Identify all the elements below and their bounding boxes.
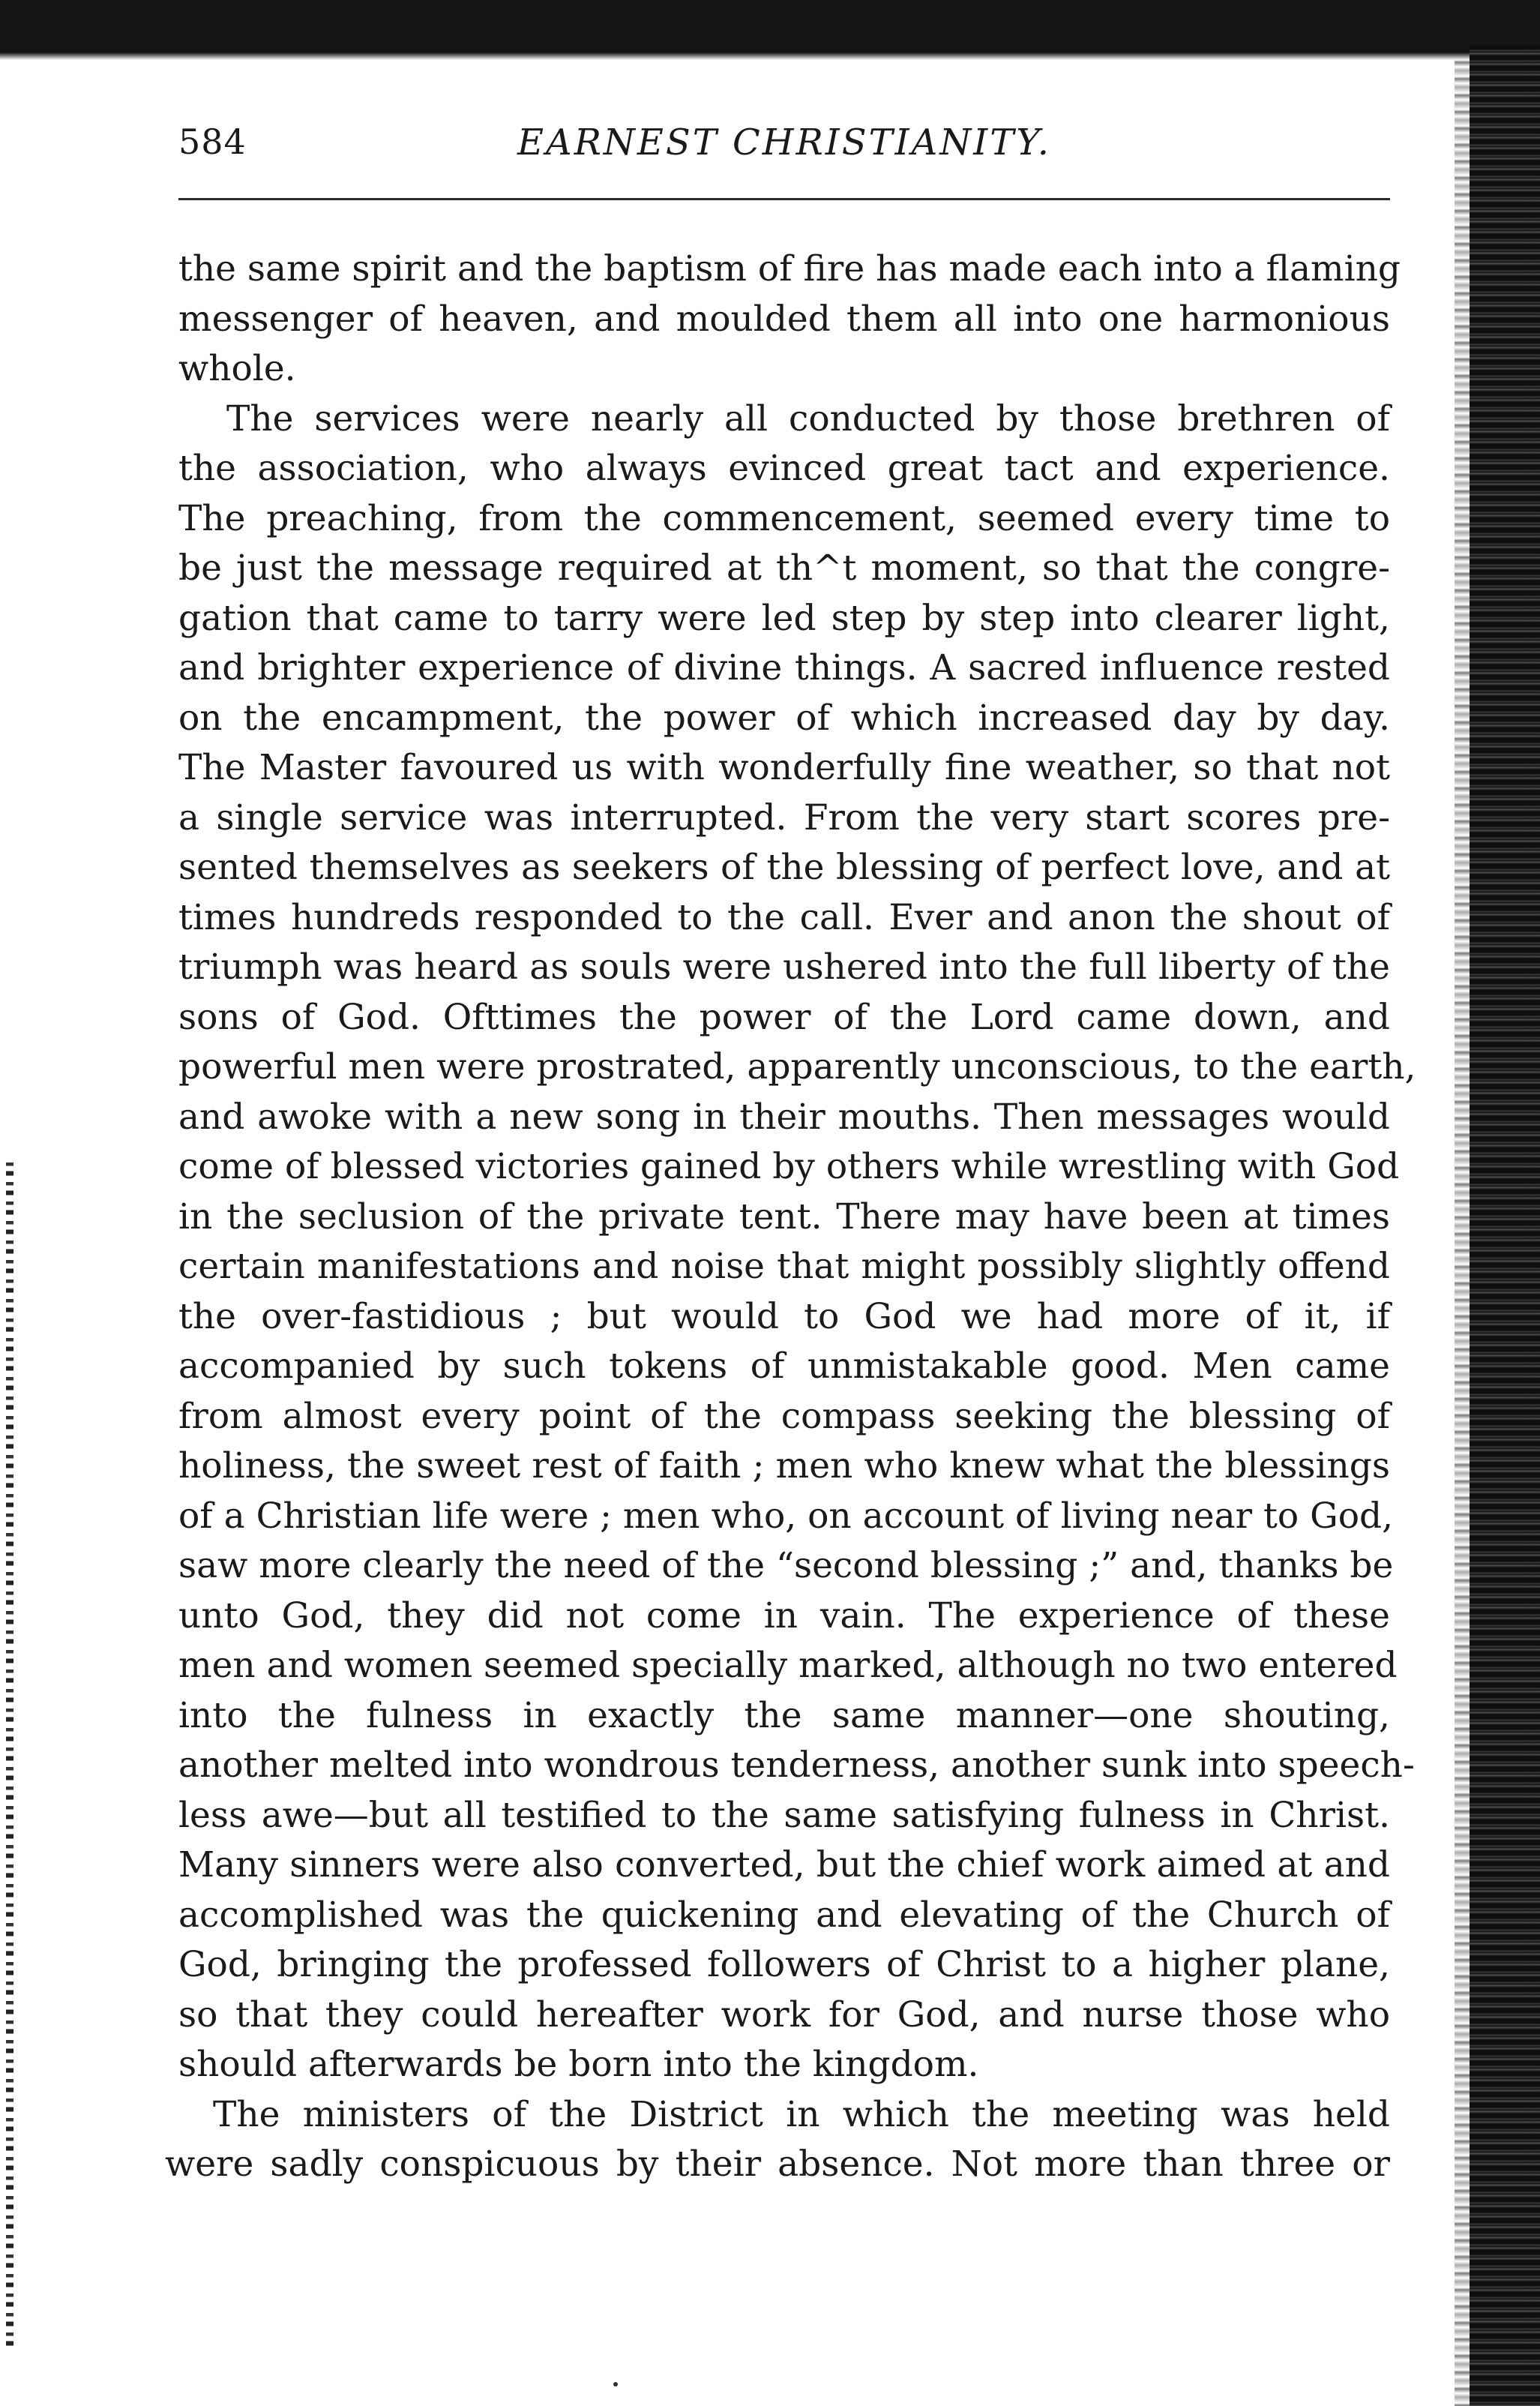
text-line: another melted into wondrous tenderness, another sunk into speech- [178,1744,1415,1786]
text-line: sented themselves as seekers of the blessing of perfect love, and at [178,847,1390,888]
text-line: less awe—but all testified to the same satisfying fulness in Christ. [178,1794,1390,1836]
header-rule [178,198,1390,200]
text-line: certain manifestations and noise that might possibly slightly offend [178,1246,1390,1287]
text-line: and brighter experience of divine things. A sacred influence rested [178,647,1390,688]
text-line: the over-fastidious ; but would to God we had more of it, if [178,1295,1390,1337]
text-line: be just the message required at th^t moment, so that the congre- [178,548,1390,589]
running-title: EARNEST CHRISTIANITY. [517,122,1051,164]
body-text [165,244,1416,2190]
scan-binding-spine [1470,45,1540,2406]
text-line: men and women seemed specially marked, although no two entered [178,1645,1398,1686]
text-line: gation that came to tarry were led step by step into clearer light, [178,597,1390,639]
text-line: triumph was heard as souls were ushered into the full liberty of the [178,946,1390,988]
text-line: from almost every point of the compass seeking the blessing of [178,1395,1390,1437]
text-line: messenger of heaven, and moulded them all into one harmonious [178,298,1390,340]
text-line: should afterwards be born into the kingdom. [178,2044,979,2085]
text-line: Many sinners were also converted, but the chief work aimed at and [178,1844,1390,1886]
text-line: holiness, the sweet rest of faith ; men who knew what the blessings [178,1445,1390,1486]
text-line: God, bringing the professed followers of Christ to a higher plane, [178,1944,1390,1985]
text-line: unto God, they did not come in vain. The experience of these [178,1594,1390,1636]
scan-top-shadow-fade [0,52,1540,60]
text-line: accomplished was the quickening and elevating of the Church of [178,1894,1390,1936]
page-header [178,122,1390,182]
text-line: powerful men were prostrated, apparently unconscious, to the earth, [178,1046,1416,1088]
text-line: in the seclusion of the private tent. There may have been at times [178,1196,1390,1238]
paragraph-start-line: The ministers of the District in which the meeting was held [213,2093,1390,2135]
text-line: come of blessed victories gained by others while wrestling with God [178,1146,1400,1187]
scan-binding-edge [1455,60,1471,2406]
text-line: whole. [178,348,296,389]
text-line: the association, who always evinced great tact and experience. [178,448,1390,489]
paragraph-start-line: The services were nearly all conducted by those brethren of [226,398,1390,440]
scan-speck [613,2382,618,2386]
scan-left-margin-artifact [6,1162,13,2348]
text-line: on the encampment, the power of which increased day by day. [178,697,1390,739]
text-line: were sadly conspicuous by their absence. Not more than three or [165,2144,1390,2185]
text-line: times hundreds responded to the call. Ever and anon the shout of [178,896,1390,938]
text-line: accompanied by such tokens of unmistakable good. Men came [178,1346,1390,1387]
text-line: The preaching, from the commencement, seemed every time to [178,497,1390,539]
page-number: 584 [178,122,247,162]
text-line: a single service was interrupted. From the very start scores pre- [178,796,1390,838]
text-line: the same spirit and the baptism of fire has made each into a flaming [178,248,1401,290]
scan-top-shadow [0,0,1540,52]
text-line: sons of God. Ofttimes the power of the Lord came down, and [178,996,1390,1038]
text-line: saw more clearly the need of the “second blessing ;” and, thanks be [178,1545,1394,1586]
text-line: of a Christian life were ; men who, on account of living near to God, [178,1495,1394,1537]
text-line: and awoke with a new song in their mouths. Then messages would [178,1096,1390,1138]
text-line: The Master favoured us with wonderfully fine weather, so that not [178,747,1390,788]
text-line: so that they could hereafter work for God, and nurse those who [178,1994,1390,2036]
text-line: into the fulness in exactly the same manner—one shouting, [178,1694,1390,1736]
